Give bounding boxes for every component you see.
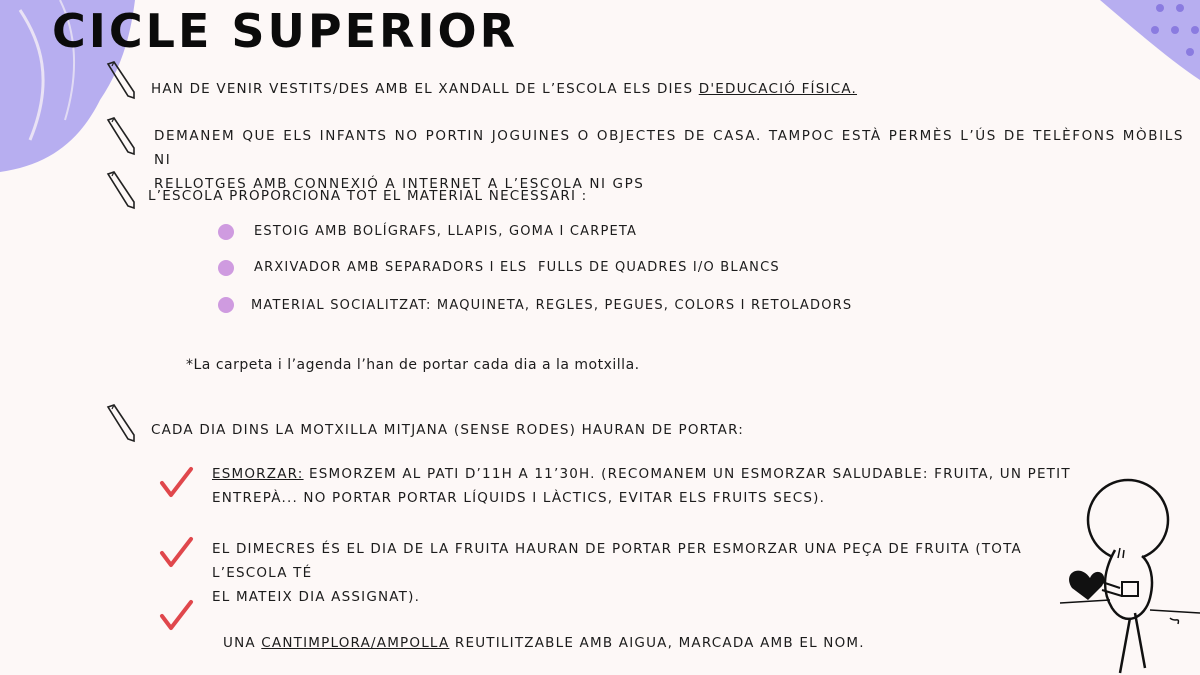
pencil-icon <box>104 60 138 100</box>
doodle-character-illustration <box>1050 478 1200 675</box>
rule-uniform <box>151 77 857 101</box>
checkmark-icon <box>158 598 194 634</box>
water-bottle-item <box>212 607 865 655</box>
folder-note: *La carpeta i l’agenda l’han de portar cada dia a la motxilla. <box>186 357 640 373</box>
rule-materials: L’ESCOLA PROPORCIONA TOT EL MATERIAL NECESSARI : <box>148 188 588 204</box>
checkmark-icon <box>158 535 194 571</box>
pencil-icon <box>104 116 138 156</box>
water-bottle-suffix: REUTILITZABLE AMB AIGUA, MARCADA AMB EL NOM. <box>449 635 865 651</box>
material-item: MATERIAL SOCIALITZAT: MAQUINETA, REGLES, PEGUES, COLORS I RETOLADORS <box>251 298 853 313</box>
purple-blob-right <box>1100 0 1200 80</box>
pencil-icon <box>104 403 138 443</box>
breakfast-label: ESMORZAR: <box>212 466 304 482</box>
breakfast-item <box>212 462 1082 510</box>
rule-toys-line-1: DEMANEM QUE ELS INFANTS NO PORTIN JOGUINES O OBJECTES DE CASA. TAMPOC ESTÀ PERMÈS L’ÚS DE TELÈFONS MÒBILS NI <box>154 128 1184 168</box>
breakfast-line-1 <box>212 462 1082 486</box>
bullet-dot <box>218 260 234 276</box>
pencil-icon <box>104 170 138 210</box>
bullet-dot <box>218 297 234 313</box>
material-item: ESTOIG AMB BOLÍGRAFS, LLAPIS, GOMA I CARPETA <box>254 224 638 239</box>
rule-uniform-text: HAN DE VENIR VESTITS/DES AMB EL XANDALL DE L’ESCOLA ELS DIES <box>151 81 699 97</box>
fruit-day-item <box>212 537 1082 609</box>
breakfast-text: ESMORZEM AL PATI D’11H A 11’30H. (RECOMANEM UN ESMORZAR SALUDABLE: FRUITA, UN PETIT <box>303 466 1071 482</box>
fruit-day-line-1: EL DIMECRES ÉS EL DIA DE LA FRUITA HAURAN DE PORTAR PER ESMORZAR UNA PEÇA DE FRUITA (TOTA L’ESCOLA TÉ <box>212 541 1022 581</box>
physical-education-link[interactable]: D'EDUCACIÓ FÍSICA. <box>698 81 858 97</box>
fruit-day-line-2: EL MATEIX DIA ASSIGNAT). <box>212 589 421 605</box>
water-bottle-link[interactable]: CANTIMPLORA/AMPOLLA <box>261 635 450 651</box>
breakfast-line-2: ENTREPÀ... NO PORTAR PORTAR LÍQUIDS I LÀCTICS, EVITAR ELS FRUITS SECS). <box>212 490 826 506</box>
water-bottle-prefix: UNA <box>222 635 262 651</box>
backpack-heading: CADA DIA DINS LA MOTXILLA MITJANA (SENSE RODES) HAURAN DE PORTAR: <box>151 422 745 438</box>
checkmark-icon <box>158 465 194 501</box>
rule-toys-line-2: RELLOTGES AMB CONNEXIÓ A INTERNET A L’ESCOLA NI GPS <box>154 176 645 192</box>
bullet-dot <box>218 224 234 240</box>
material-item: ARXIVADOR AMB SEPARADORS I ELS FULLS DE QUADRES I/O BLANCS <box>254 260 780 275</box>
page-title: CICLE SUPERIOR <box>52 4 519 58</box>
